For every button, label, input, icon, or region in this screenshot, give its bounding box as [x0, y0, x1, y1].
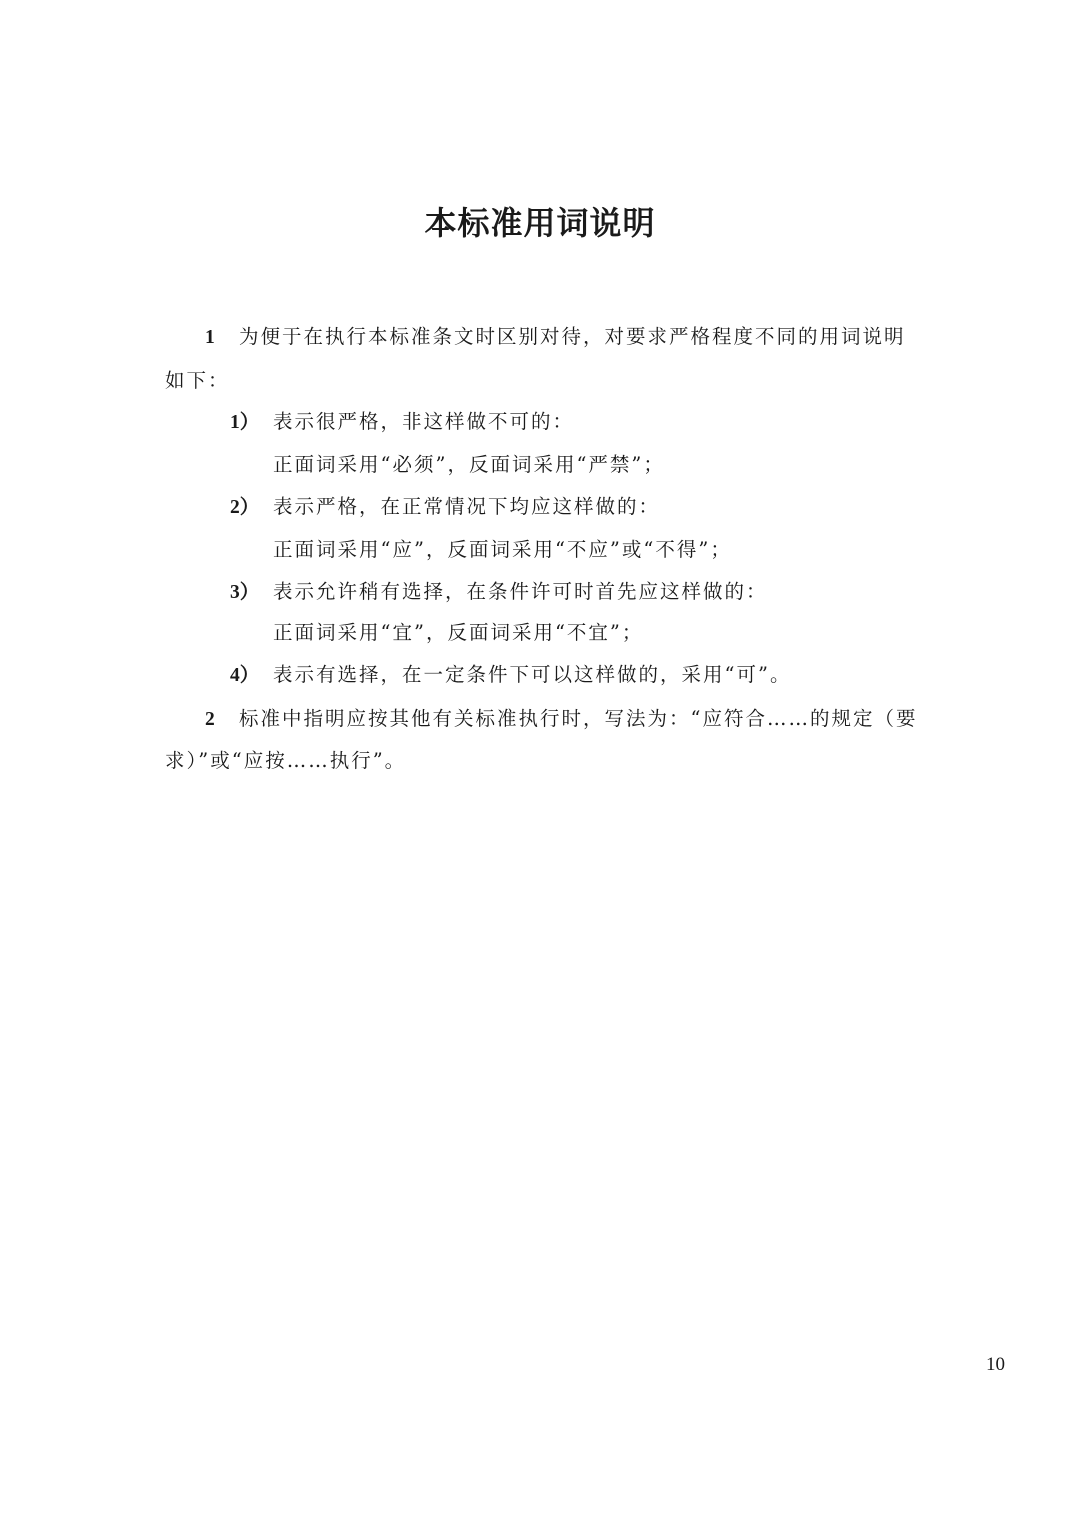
subitem-2-line-2: 正面词采用“应”，反面词采用“不应”或“不得”； [273, 538, 732, 561]
item-1-line-1 [205, 322, 906, 353]
item-2-text-line-1: 标准中指明应按其他有关标准执行时，写法为：“应符合……的规定（要 [239, 707, 918, 730]
subitem-1-line-1 [230, 407, 574, 438]
subitem-1-number: 1） [230, 412, 260, 433]
subitem-2-text: 表示严格，在正常情况下均应这样做的： [273, 495, 661, 518]
subitem-2-number: 2） [230, 497, 260, 518]
subitem-1-text: 表示很严格，非这样做不可的： [273, 410, 575, 433]
page-title: 本标准用词说明 [424, 204, 656, 242]
item-1-line-2: 如下： [165, 369, 230, 392]
page-number: 10 [986, 1354, 1005, 1375]
subitem-3-line-1 [230, 577, 768, 608]
subitem-3-number: 3） [230, 582, 260, 603]
item-2-line-2: 求）”或“应按……执行”。 [165, 749, 407, 772]
subitem-1-line-2: 正面词采用“必须”，反面词采用“严禁”； [273, 453, 665, 476]
item-1-text-line-1: 为便于在执行本标准条文时区别对待，对要求严格程度不同的用词说明 [239, 325, 906, 348]
subitem-3-line-2: 正面词采用“宜”，反面词采用“不宜”； [273, 621, 644, 644]
item-2-number: 2 [205, 709, 215, 730]
subitem-2-line-1 [230, 492, 660, 523]
subitem-3-text: 表示允许稍有选择，在条件许可时首先应这样做的： [273, 580, 768, 603]
item-1-number: 1 [205, 327, 215, 348]
subitem-4-text: 表示有选择，在一定条件下可以这样做的，采用“可”。 [273, 663, 792, 686]
item-2-line-1 [205, 704, 917, 735]
subitem-4-number: 4） [230, 665, 260, 686]
subitem-4-line-1 [230, 660, 791, 691]
